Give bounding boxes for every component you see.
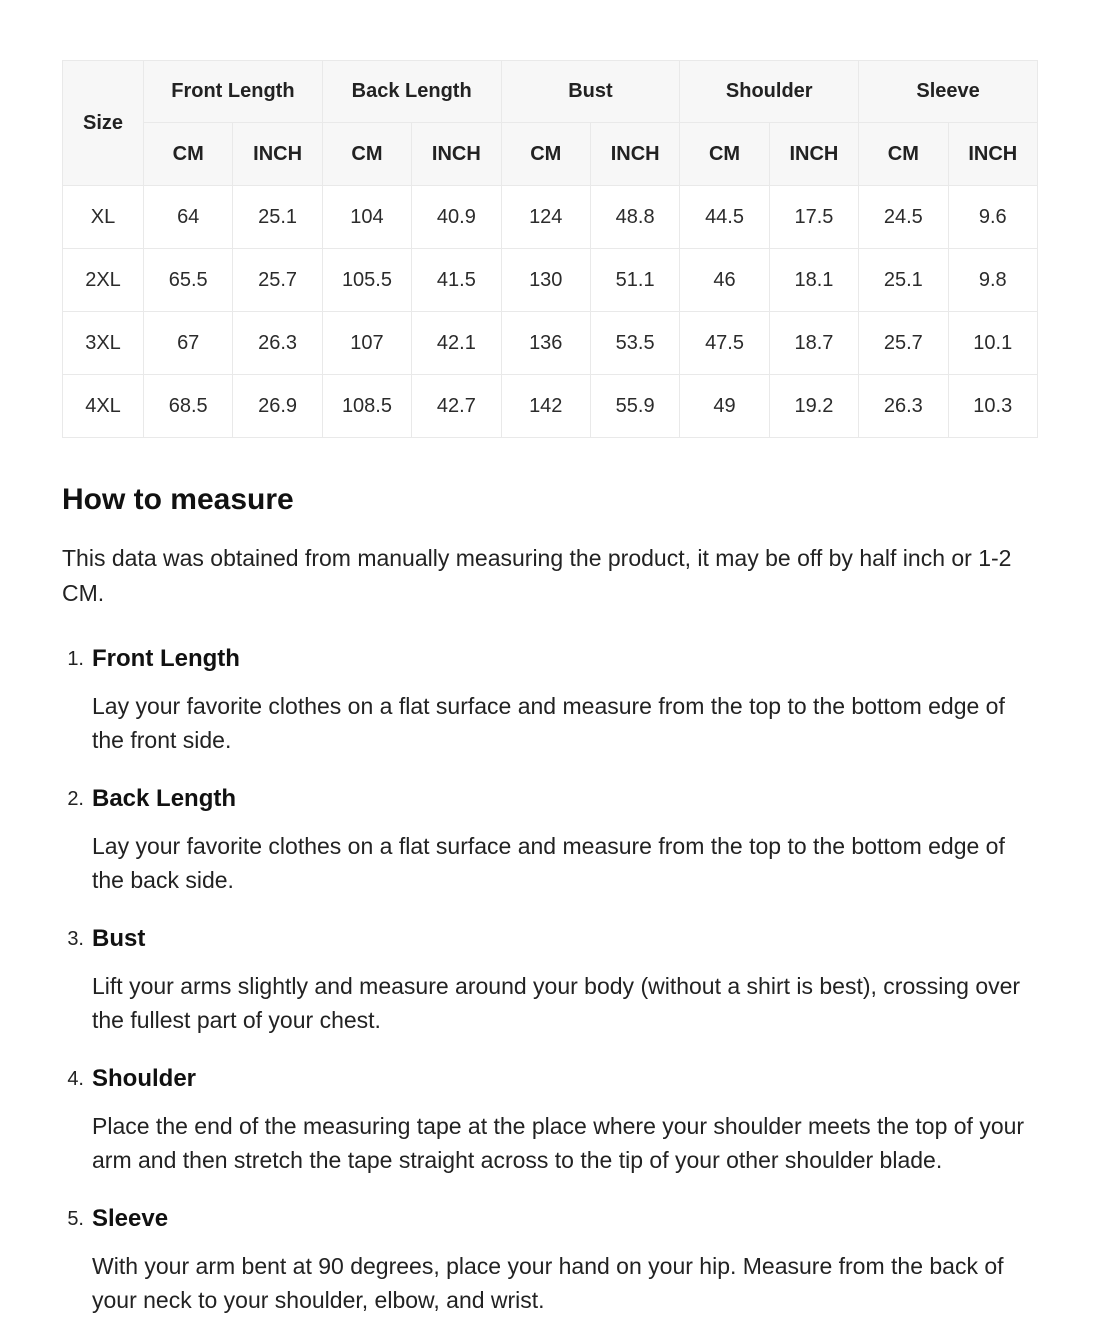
table-cell: 64 — [144, 186, 233, 249]
step-body — [92, 783, 1038, 923]
header-group-row — [63, 61, 1038, 123]
group-header-back-length: Back Length — [322, 61, 501, 123]
table-cell: 24.5 — [859, 186, 948, 249]
table-cell: 51.1 — [590, 249, 679, 312]
group-header-front-length: Front Length — [144, 61, 323, 123]
size-cell: 2XL — [63, 249, 144, 312]
table-cell: 26.3 — [233, 312, 322, 375]
table-row-4xl — [63, 375, 1038, 438]
table-cell: 47.5 — [680, 312, 769, 375]
step-body — [92, 1203, 1038, 1343]
table-cell: 55.9 — [590, 375, 679, 438]
table-cell: 26.3 — [859, 375, 948, 438]
table-row-2xl — [63, 249, 1038, 312]
list-item-sleeve — [62, 1203, 1038, 1343]
step-number: 4. — [67, 1068, 84, 1090]
unit-header-cm: CM — [144, 123, 233, 186]
group-header-bust: Bust — [501, 61, 680, 123]
step-description: Place the end of the measuring tape at the place where your shoulder meets the top of your arm and then stretch the tape straight across to the tip of your other shoulder blade. — [92, 1113, 1025, 1173]
size-cell: XL — [63, 186, 144, 249]
step-description: Lay your favorite clothes on a flat surface and measure from the top to the bottom edge of the front side. — [92, 693, 1005, 753]
step-title: Bust — [92, 925, 146, 952]
step-title: Front Length — [92, 645, 240, 672]
unit-header-inch: INCH — [233, 123, 322, 186]
table-cell: 17.5 — [769, 186, 858, 249]
table-cell: 124 — [501, 186, 590, 249]
step-number: 1. — [67, 648, 84, 670]
table-cell: 104 — [322, 186, 411, 249]
table-cell: 136 — [501, 312, 590, 375]
table-cell: 105.5 — [322, 249, 411, 312]
unit-header-inch: INCH — [948, 123, 1037, 186]
step-title: Sleeve — [92, 1205, 169, 1232]
table-cell: 130 — [501, 249, 590, 312]
size-cell: 3XL — [63, 312, 144, 375]
unit-header-cm: CM — [322, 123, 411, 186]
table-cell: 42.7 — [412, 375, 501, 438]
step-number: 2. — [67, 788, 84, 810]
table-cell: 107 — [322, 312, 411, 375]
table-cell: 46 — [680, 249, 769, 312]
list-item-shoulder — [62, 1063, 1038, 1203]
unit-header-cm: CM — [859, 123, 948, 186]
table-cell: 25.1 — [859, 249, 948, 312]
table-cell: 25.7 — [233, 249, 322, 312]
table-cell: 10.1 — [948, 312, 1037, 375]
unit-header-inch: INCH — [590, 123, 679, 186]
table-cell: 108.5 — [322, 375, 411, 438]
step-description: Lift your arms slightly and measure around your body (without a shirt is best), crossing over the fullest part of your chest. — [92, 973, 1021, 1033]
size-cell: 4XL — [63, 375, 144, 438]
table-cell: 48.8 — [590, 186, 679, 249]
header-unit-row — [63, 123, 1038, 186]
unit-header-cm: CM — [680, 123, 769, 186]
size-column-header: Size — [63, 61, 144, 186]
list-item-back-length — [62, 783, 1038, 923]
step-description: With your arm bent at 90 degrees, place your hand on your hip. Measure from the back of your neck to your shoulder, elbow, and wrist. — [92, 1253, 1004, 1313]
table-cell: 49 — [680, 375, 769, 438]
table-cell: 10.3 — [948, 375, 1037, 438]
size-chart-table — [62, 60, 1038, 438]
table-cell: 44.5 — [680, 186, 769, 249]
step-description: Lay your favorite clothes on a flat surface and measure from the top to the bottom edge of the back side. — [92, 833, 1005, 893]
size-chart-header — [63, 61, 1038, 186]
table-cell: 142 — [501, 375, 590, 438]
list-item-bust — [62, 923, 1038, 1063]
step-body — [92, 923, 1038, 1063]
table-cell: 65.5 — [144, 249, 233, 312]
table-cell: 67 — [144, 312, 233, 375]
table-cell: 42.1 — [412, 312, 501, 375]
measure-steps-list — [62, 643, 1038, 1343]
step-title: Shoulder — [92, 1065, 197, 1092]
table-cell: 18.1 — [769, 249, 858, 312]
unit-header-inch: INCH — [412, 123, 501, 186]
table-cell: 9.8 — [948, 249, 1037, 312]
table-row-xl — [63, 186, 1038, 249]
table-cell: 26.9 — [233, 375, 322, 438]
unit-header-cm: CM — [501, 123, 590, 186]
table-cell: 9.6 — [948, 186, 1037, 249]
unit-header-inch: INCH — [769, 123, 858, 186]
step-number: 5. — [67, 1208, 84, 1230]
table-cell: 25.7 — [859, 312, 948, 375]
table-row-3xl — [63, 312, 1038, 375]
group-header-sleeve: Sleeve — [859, 61, 1038, 123]
step-body — [92, 1063, 1038, 1203]
table-cell: 40.9 — [412, 186, 501, 249]
how-to-measure-intro: This data was obtained from manually measuring the product, it may be off by half inch or 1-2 CM. — [62, 545, 1012, 606]
table-cell: 68.5 — [144, 375, 233, 438]
group-header-shoulder: Shoulder — [680, 61, 859, 123]
table-cell: 25.1 — [233, 186, 322, 249]
step-number: 3. — [67, 928, 84, 950]
step-title: Back Length — [92, 785, 237, 812]
how-to-measure-title: How to measure — [62, 483, 294, 516]
size-chart-body — [63, 186, 1038, 438]
table-cell: 53.5 — [590, 312, 679, 375]
table-cell: 18.7 — [769, 312, 858, 375]
table-cell: 19.2 — [769, 375, 858, 438]
list-item-front-length — [62, 643, 1038, 783]
table-cell: 41.5 — [412, 249, 501, 312]
step-body — [92, 643, 1038, 783]
